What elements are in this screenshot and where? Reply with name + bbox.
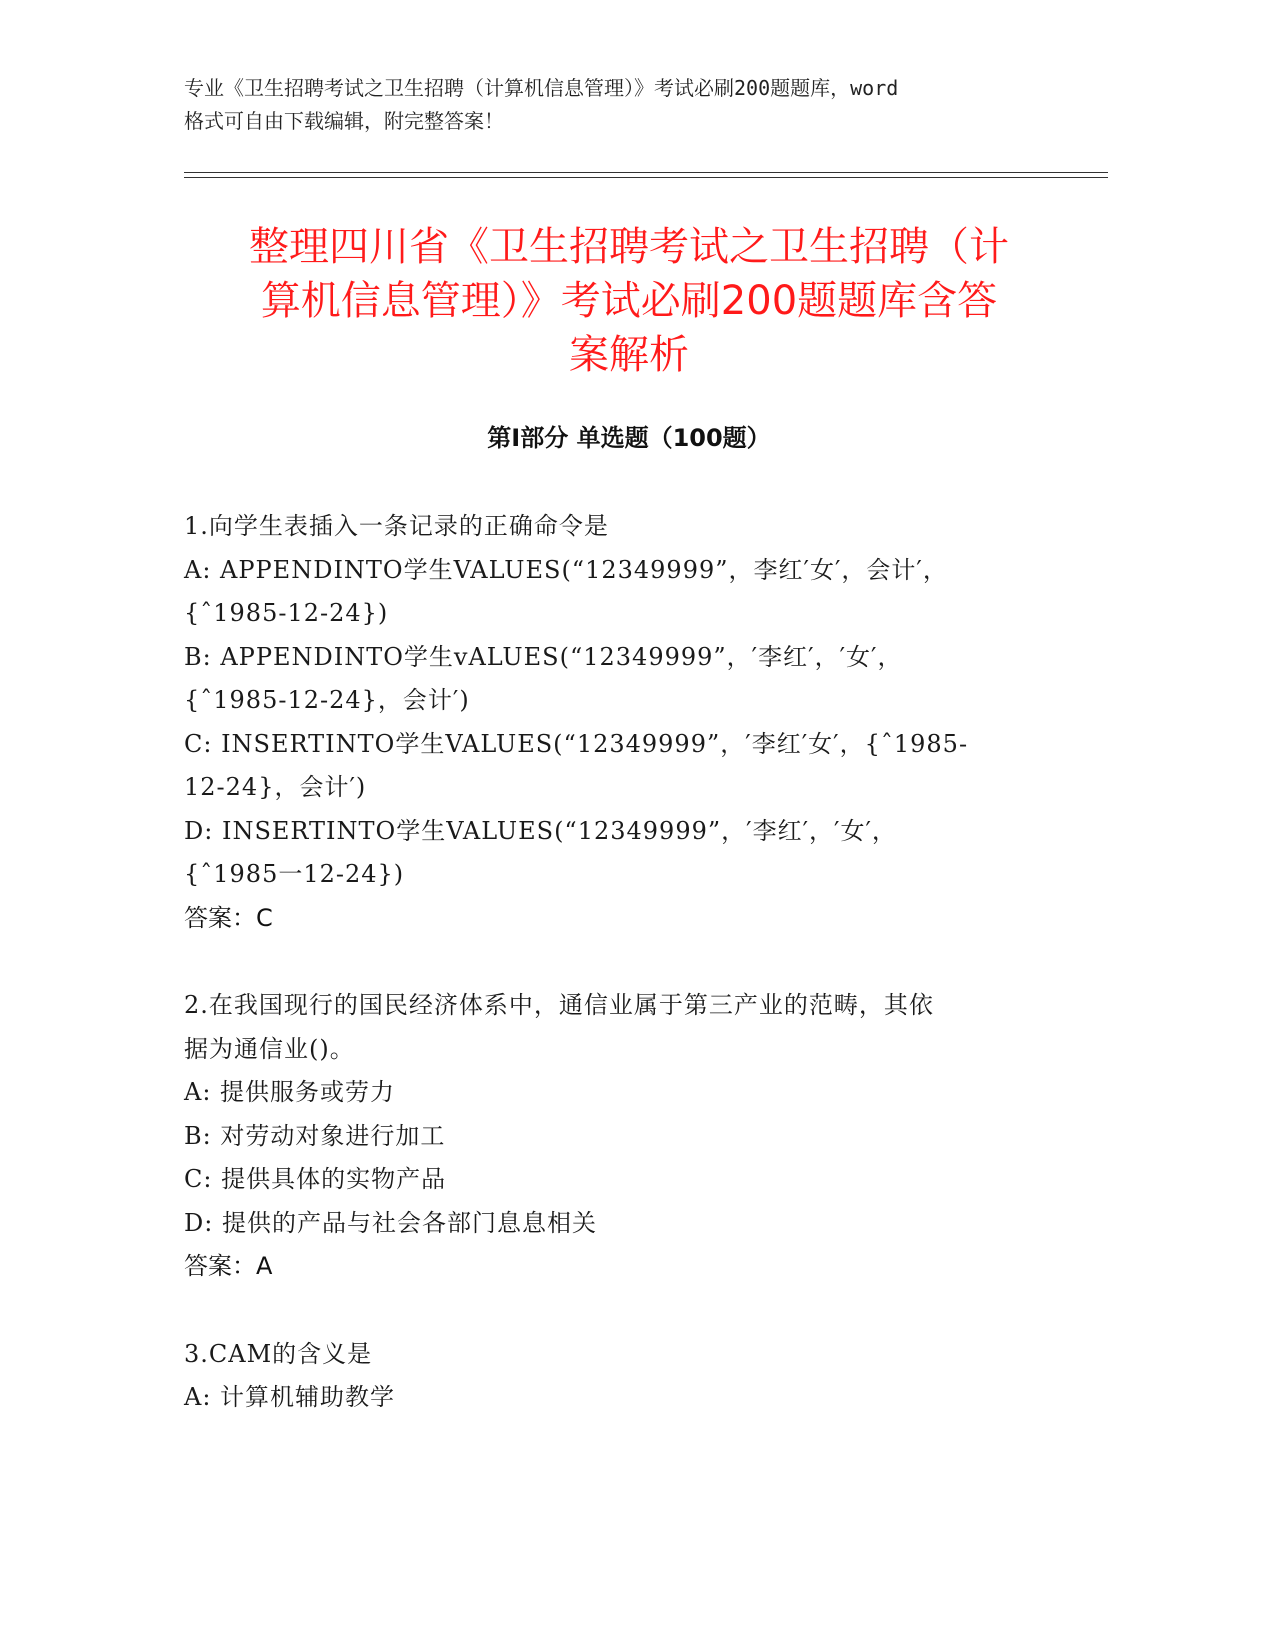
- option-a: A: APPENDINTO学生VALUES(“12349999”，李红′女′，会计′，: [184, 555, 948, 584]
- header-divider: [184, 172, 1108, 178]
- option-a: A: 计算机辅助教学: [184, 1383, 396, 1411]
- question-list: [184, 505, 1064, 1464]
- question-3: [184, 1333, 1064, 1420]
- document-title: [184, 220, 1074, 382]
- option-c-continued: 12-24}，会计′): [184, 773, 367, 801]
- document-title-line-2: 算机信息管理）》考试必刷200题题库含答: [260, 278, 998, 324]
- option-b: B: 对劳动对象进行加工: [184, 1121, 446, 1150]
- header-note: [184, 72, 1084, 138]
- header-note-line-1: 专业《卫生招聘考试之卫生招聘（计算机信息管理）》考试必刷200题题库，word: [184, 76, 899, 100]
- question-2: [184, 984, 1064, 1289]
- option-b-continued: {ˆ1985-12-24}，会计′): [184, 686, 470, 714]
- option-a: A: 提供服务或劳力: [184, 1078, 396, 1106]
- option-c: C: 提供具体的实物产品: [184, 1165, 447, 1193]
- option-c: C: INSERTINTO学生VALUES(“12349999”，′李红′女′，{ˆ1985-: [184, 729, 969, 758]
- answer-label: 答案：A: [184, 1252, 273, 1280]
- answer-label: 答案：C: [184, 903, 273, 932]
- option-d: D: INSERTINTO学生VALUES(“12349999”，′李红′，′女′，: [184, 816, 897, 845]
- question-stem-continued: 据为通信业()。: [184, 1034, 355, 1063]
- question-stem: 3.CAM的含义是: [184, 1339, 373, 1368]
- document-title-line-3: 案解析: [569, 332, 689, 378]
- question-stem: 2.在我国现行的国民经济体系中，通信业属于第三产业的范畴，其依: [184, 991, 934, 1019]
- option-a-continued: {ˆ1985-12-24}): [184, 599, 389, 627]
- question-1: [184, 505, 1064, 940]
- document-title-line-1: 整理四川省《卫生招聘考试之卫生招聘（计: [249, 224, 1009, 270]
- option-b: B: APPENDINTO学生vALUES(“12349999”，′李红′，′女′，: [184, 642, 903, 671]
- option-d-continued: {ˆ1985一12-24}): [184, 860, 405, 888]
- question-stem: 1.向学生表插入一条记录的正确命令是: [184, 512, 609, 540]
- section-title: 第Ⅰ部分 单选题（100题）: [487, 424, 771, 452]
- option-d: D: 提供的产品与社会各部门息息相关: [184, 1208, 597, 1237]
- header-note-line-2: 格式可自由下载编辑，附完整答案！: [184, 109, 504, 133]
